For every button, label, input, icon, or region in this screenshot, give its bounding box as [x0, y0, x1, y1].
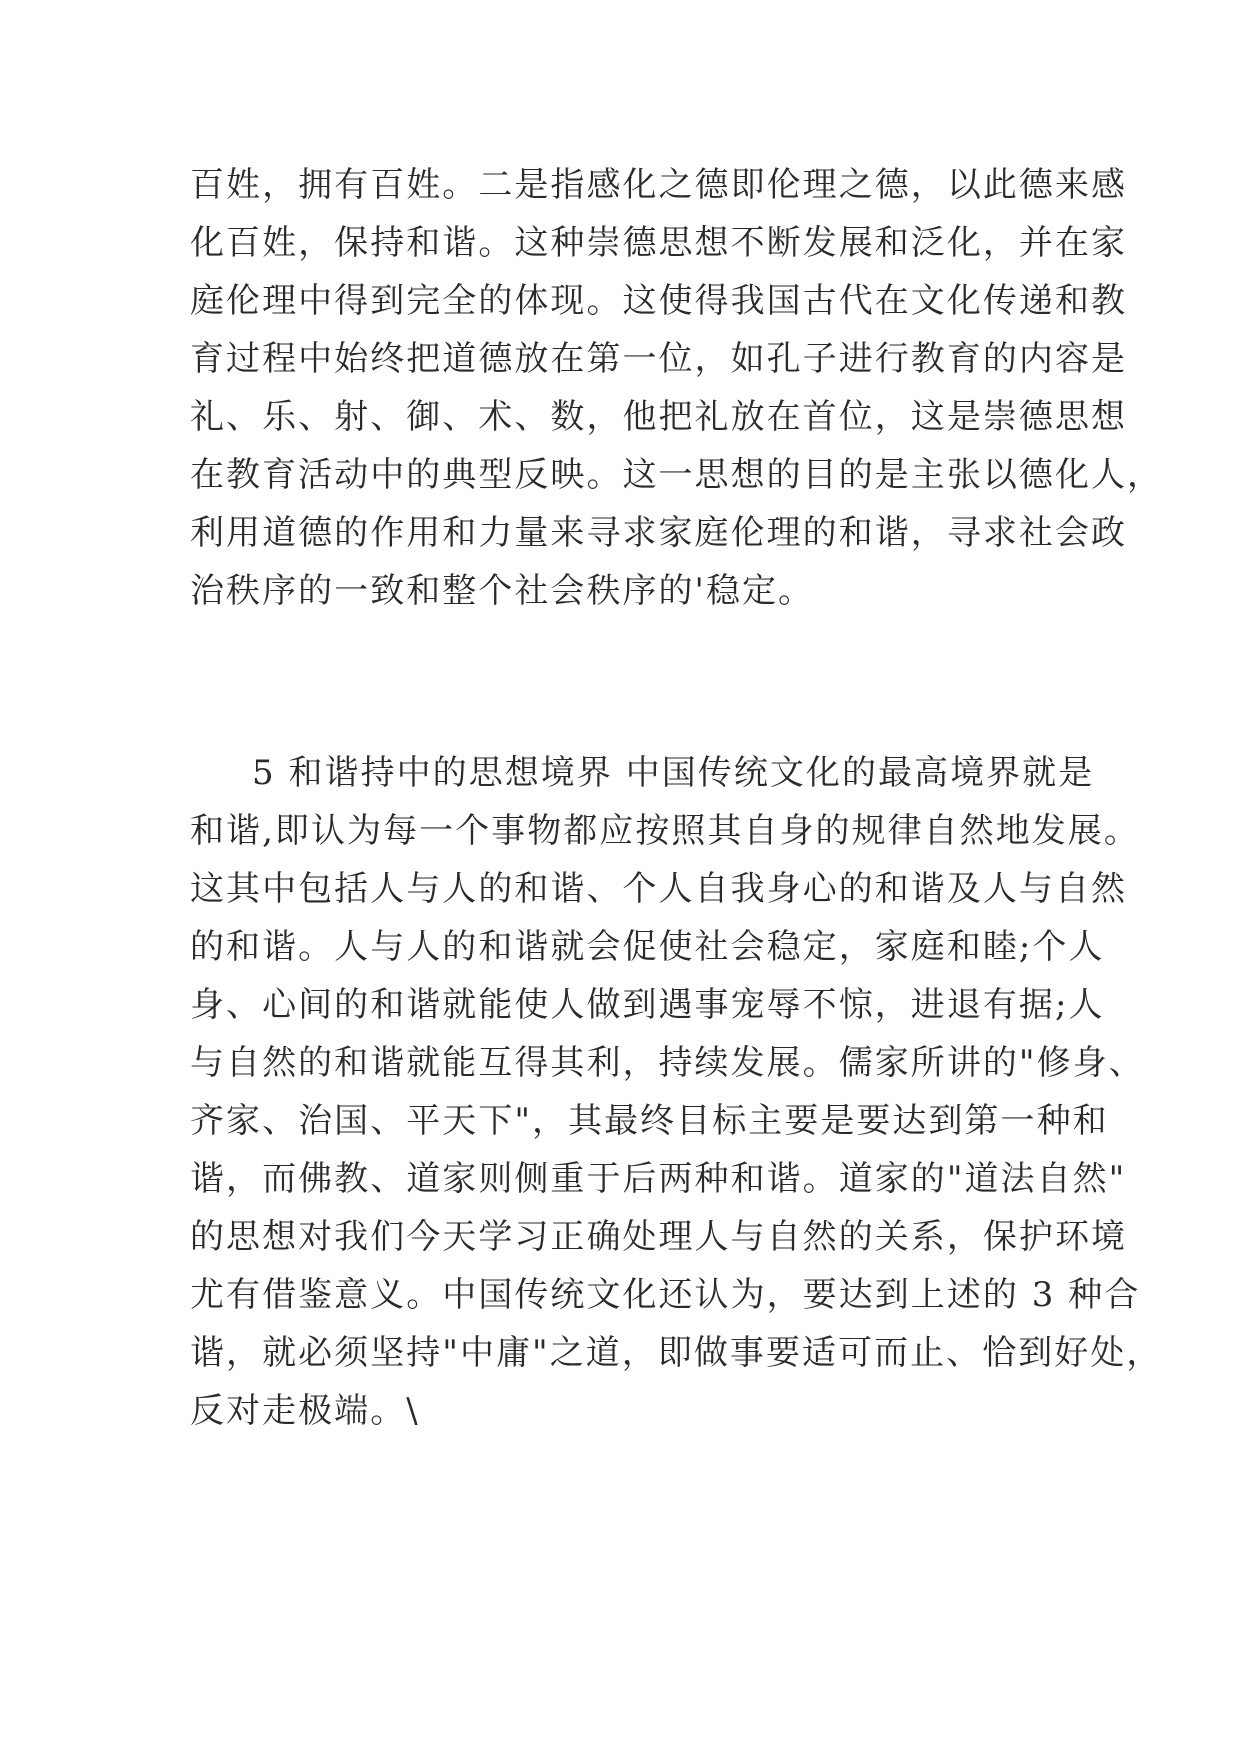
- paragraph-harmony: [190, 744, 1163, 1440]
- text-line: 育过程中始终把道德放在第一位，如孔子进行教育的内容是: [190, 339, 1128, 379]
- text-line: 谐，就必须坚持"中庸"之道，即做事要适可而止、恰到好处，: [190, 1333, 1163, 1373]
- paragraph-virtue: [190, 156, 1164, 620]
- text-line: 治秩序的一致和整个社会秩序的'稳定。: [190, 571, 815, 611]
- text-line: 化百姓，保持和谐。这种崇德思想不断发展和泛化，并在家: [190, 223, 1128, 263]
- text-line: 的思想对我们今天学习正确处理人与自然的关系，保护环境: [190, 1217, 1128, 1257]
- section-heading-line: 5 和谐持中的思想境界 中国传统文化的最高境界就是: [252, 753, 1095, 793]
- text-line: 反对走极端。\: [190, 1391, 420, 1431]
- text-line: 利用道德的作用和力量来寻求家庭伦理的和谐，寻求社会政: [190, 513, 1128, 553]
- text-line: 与自然的和谐就能互得其利，持续发展。儒家所讲的"修身、: [190, 1043, 1145, 1083]
- text-line: 尤有借鉴意义。中国传统文化还认为，要达到上述的 3 种合: [190, 1275, 1141, 1315]
- text-line: 在教育活动中的典型反映。这一思想的目的是主张以德化人，: [190, 455, 1164, 495]
- text-line: 这其中包括人与人的和谐、个人自我身心的和谐及人与自然: [190, 869, 1128, 909]
- text-line: 的和谐。人与人的和谐就会促使社会稳定，家庭和睦;个人: [190, 927, 1105, 967]
- text-line: 和谐,即认为每一个事物都应按照其自身的规律自然地发展。: [190, 811, 1140, 851]
- text-line: 百姓，拥有百姓。二是指感化之德即伦理之德，以此德来感: [190, 165, 1128, 205]
- text-line: 齐家、治国、平天下"，其最终目标主要是要达到第一种和: [190, 1101, 1109, 1141]
- text-line: 庭伦理中得到完全的体现。这使得我国古代在文化传递和教: [190, 281, 1128, 321]
- text-line: 礼、乐、射、御、术、数，他把礼放在首位，这是崇德思想: [190, 397, 1128, 437]
- text-line: 谐，而佛教、道家则侧重于后两种和谐。道家的"道法自然": [190, 1159, 1127, 1199]
- text-line: 身、心间的和谐就能使人做到遇事宠辱不惊，进退有据;人: [190, 985, 1105, 1025]
